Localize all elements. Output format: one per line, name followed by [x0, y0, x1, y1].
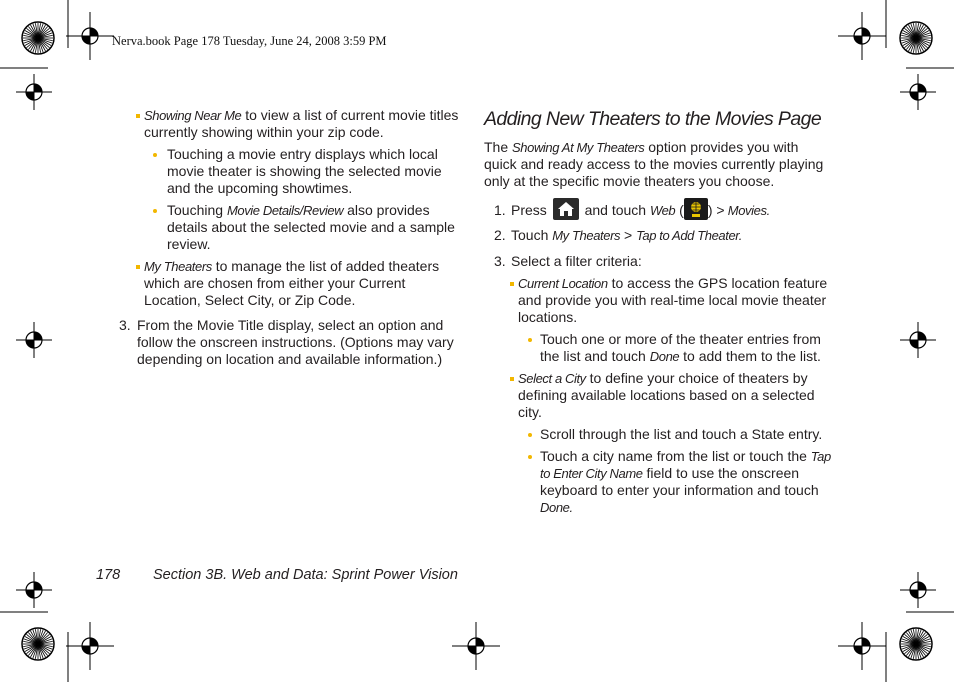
list-item: Touch one or more of the theater entries from the list and touch Done to add them to the list. [510, 331, 834, 365]
section-title: Adding New Theaters to the Movies Page [484, 108, 822, 130]
registration-target-icon [16, 322, 52, 358]
starburst-icon [900, 22, 932, 54]
list-item: Scroll through the list and touch a State entry. [510, 426, 834, 443]
left-column [119, 107, 466, 368]
option-label: Showing At My Theaters [512, 140, 645, 155]
page-slug: Nerva.book Page 178 Tuesday, June 24, 2008 3:59 PM [112, 34, 387, 48]
list-item: Current Location to access the GPS location feature and provide you with real-time local movie theater locations. [510, 275, 834, 326]
step-number: 1. [494, 202, 506, 218]
starburst-icon [22, 628, 54, 660]
step-2: 2. Touch My Theaters > Tap to Add Theater. [494, 227, 742, 244]
starburst-icon [900, 628, 932, 660]
right-column [484, 107, 834, 521]
web-globe-icon [684, 198, 708, 220]
registration-target-icon [66, 622, 114, 670]
step-number: 2. [494, 227, 506, 244]
square-bullet-icon [510, 282, 514, 286]
menu-label: Tap to Add Theater. [636, 228, 742, 244]
option-label: Movie Details/Review [226, 203, 344, 218]
starburst-icon [22, 22, 54, 54]
intro-paragraph: The Showing At My Theaters option provides you with quick and ready access to the movies currently playing only at the specific movie theaters you choose. [484, 139, 824, 189]
registration-target-icon [900, 572, 936, 608]
registration-target-icon [900, 322, 936, 358]
step-number: 3. [494, 253, 506, 270]
step-3: 3. From the Movie Title display, select an option and follow the onscreen instructions. (Options may vary depending on location and available information.) [119, 317, 454, 367]
square-bullet-icon [136, 114, 140, 118]
step-number: 3. [119, 317, 131, 333]
menu-label: Movies. [724, 203, 770, 218]
square-bullet-icon [510, 377, 514, 381]
registration-target-icon [16, 74, 52, 110]
list-item: My Theaters to manage the list of added theaters which are chosen from either your Current Location, Select City, or Zip Code. [136, 258, 466, 309]
option-label: Tap to Enter City Name [540, 449, 831, 482]
step-3: 3. Select a filter criteria: [494, 253, 642, 270]
option-label: Current Location [518, 276, 608, 292]
list-item: Select a City to define your choice of theaters by defining available locations based on a selected city. [510, 370, 834, 421]
option-label: Done. [540, 500, 573, 516]
registration-target-icon [838, 622, 886, 670]
menu-label: My Theaters [552, 228, 621, 244]
option-label: Select a City [518, 371, 586, 387]
list-item: Touching Movie Details/Review also provides details about the selected movie and a sample review. [136, 202, 466, 253]
option-label: Done [649, 349, 680, 365]
home-icon [553, 198, 579, 220]
page-number: 178 [96, 567, 121, 583]
registration-target-icon [66, 12, 114, 60]
menu-label: Web [649, 203, 676, 218]
list-item: Touch a city name from the list or touch the Tap to Enter City Name field to use the onscreen keyboard to enter your information and touch Done. [510, 448, 834, 516]
dot-bullet-icon [153, 209, 157, 213]
option-label: Showing Near Me [144, 108, 242, 123]
square-bullet-icon [136, 265, 140, 269]
dot-bullet-icon [528, 338, 532, 342]
list-item: Touching a movie entry displays which local movie theater is showing the selected movie and the upcoming showtimes. [136, 146, 466, 197]
registration-target-icon [16, 572, 52, 608]
dot-bullet-icon [528, 433, 532, 437]
dot-bullet-icon [153, 153, 157, 157]
registration-target-icon [900, 74, 936, 110]
section-footer: Section 3B. Web and Data: Sprint Power Vision [153, 567, 458, 583]
registration-target-icon [452, 622, 500, 670]
dot-bullet-icon [528, 455, 532, 459]
list-item: Showing Near Me to view a list of current movie titles currently showing within your zip code. [136, 107, 466, 141]
registration-target-icon [838, 12, 886, 60]
step-1: 1. Press and touch Web ( ) > Movies. [484, 199, 834, 222]
option-label: My Theaters [144, 259, 212, 274]
